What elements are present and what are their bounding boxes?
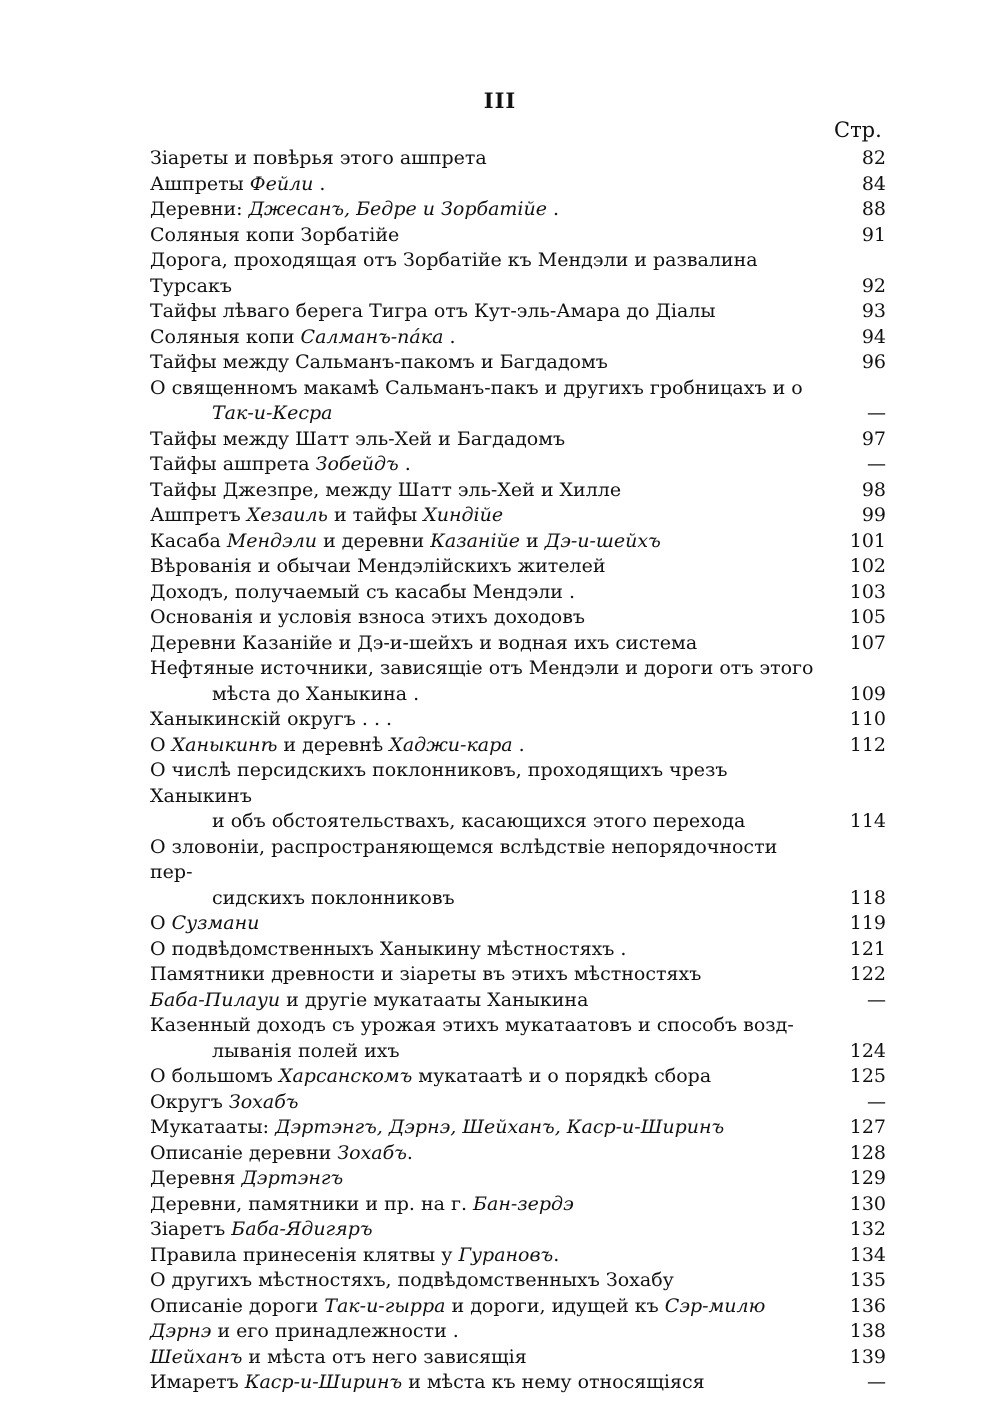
toc-entry-line [150, 581, 575, 603]
toc-entry-page: 119 [849, 912, 886, 934]
italic-name: Бан-зердэ [473, 1192, 574, 1215]
italic-name: Харсанскомъ [278, 1065, 413, 1087]
text-segment: Соляныя копи Зорбатiйе [150, 223, 400, 246]
toc-entry-page: 103 [849, 580, 886, 603]
toc-entry-title [150, 1090, 890, 1116]
text-segment: О зловонiи, распространяющемся вслѣдствiе непорядочности пер- [150, 835, 778, 883]
toc-entry [150, 1319, 890, 1345]
toc-entry-line [150, 708, 392, 730]
toc-entry-line [150, 1065, 711, 1087]
toc-entry [150, 1243, 890, 1269]
italic-name: Сузмани [171, 912, 260, 934]
toc-entry-title [150, 758, 890, 835]
toc-entry [150, 656, 890, 707]
toc-entry [150, 1115, 890, 1141]
italic-name: Фейли [249, 172, 314, 195]
toc-entry-title [150, 656, 890, 707]
toc-entry-title [150, 1370, 890, 1396]
italic-name: Салманъ-пáка [300, 325, 444, 348]
toc-entry [150, 1294, 890, 1320]
toc-entry [150, 631, 890, 657]
toc-entry-line [150, 912, 259, 934]
toc-entry [150, 325, 890, 351]
toc-entry-title [150, 325, 890, 351]
text-segment: и мѣста къ нему относящiяся [402, 1371, 705, 1393]
toc-entry-line [150, 1014, 794, 1036]
toc-entry-title [150, 1141, 890, 1167]
text-segment: О другихъ мѣстностяхъ, подвѣдомственныхъ Зохабу [150, 1269, 674, 1291]
toc-entry [150, 248, 890, 299]
toc-entry-title [150, 1243, 890, 1269]
italic-name: Сэр-милю [664, 1294, 766, 1317]
toc-entry [150, 605, 890, 631]
italic-name: Мендэли [226, 529, 318, 552]
toc-entry-line [150, 504, 503, 526]
toc-entry-line [150, 173, 325, 195]
italic-name: Баба-Пилауи [150, 988, 281, 1011]
toc-entry-line [150, 657, 813, 679]
toc-entry-page: 136 [849, 1294, 886, 1317]
toc-entry [150, 1268, 890, 1294]
toc-entry-page: 139 [849, 1345, 886, 1368]
toc-entry-line [150, 326, 456, 348]
italic-name: Хезаиль [246, 504, 328, 526]
toc-entry-page: 98 [861, 478, 886, 501]
toc-entry-line [150, 1193, 574, 1215]
toc-entry-line [150, 759, 728, 807]
toc-entry-title [150, 1115, 890, 1141]
toc-entry-title [150, 1294, 890, 1320]
toc-entry [150, 503, 890, 529]
toc-entry-line [150, 1269, 674, 1291]
toc-entry-title [150, 835, 890, 912]
toc-entry-title [150, 554, 890, 580]
text-segment: . [313, 172, 326, 195]
toc-entry-page: 93 [861, 300, 886, 322]
toc-entry-line [150, 938, 626, 960]
toc-entry-page: 97 [861, 427, 886, 450]
text-segment: Казенный доходъ съ урожая этихъ мукатаатовъ и способъ возд- [150, 1014, 794, 1036]
text-segment: О большомъ [150, 1065, 279, 1087]
toc-entry-page: 135 [849, 1269, 886, 1291]
text-segment: Ханыкинскiй округъ . . . [150, 708, 393, 730]
toc-entry-title [150, 172, 890, 198]
toc-entry-line [150, 1244, 559, 1266]
text-segment: Зiареты и повѣрья этого ашпрета [150, 147, 487, 169]
italic-name: Дэ-и-шейхъ [544, 529, 661, 552]
toc-entry-title [150, 1217, 890, 1243]
text-segment: . [406, 1141, 413, 1164]
toc-entry-line [150, 1167, 343, 1189]
text-segment: Деревни: [150, 198, 249, 220]
toc-entry-page: 110 [849, 708, 886, 730]
italic-name: Зобейдъ [315, 453, 399, 475]
toc-entry-title [150, 1268, 890, 1294]
text-segment: и другiе мукатааты Ханыкина [280, 988, 589, 1011]
toc-entry-page: 124 [849, 1039, 886, 1062]
toc-entry-line [150, 555, 606, 577]
toc-entry-line [150, 963, 701, 985]
text-segment: Нефтяные источники, зависящiе отъ Мендэли и дороги отъ этого [150, 657, 814, 679]
text-segment: Вѣрованiя и обычаи Мендэлiйскихъ жителей [150, 555, 606, 577]
toc-entry [150, 1064, 890, 1090]
text-segment: Тайфы между Сальманъ-пакомъ и Багдадомъ [150, 351, 608, 373]
toc-entry-line [150, 606, 585, 628]
text-segment: Имаретъ [150, 1371, 245, 1393]
toc-entry-page: 127 [849, 1116, 886, 1138]
toc-entry [150, 1345, 890, 1371]
toc-entry-page: 92 [861, 274, 886, 297]
italic-name: Хиндiйе [423, 504, 504, 526]
toc-entry [150, 529, 890, 555]
toc-entry-page: 107 [849, 631, 886, 654]
toc-entry [150, 733, 890, 759]
toc-entry [150, 1090, 890, 1116]
text-segment: и тайфы [327, 504, 424, 526]
toc-entry [150, 376, 890, 427]
toc-entry-line [150, 1142, 413, 1164]
toc-entry [150, 1192, 890, 1218]
toc-entry-line [150, 479, 621, 501]
toc-entry [150, 835, 890, 912]
toc-entry-title [150, 452, 890, 478]
text-segment: Зiаретъ [150, 1218, 232, 1240]
toc-entry-line [150, 632, 697, 654]
text-segment: Деревня [150, 1167, 242, 1189]
page-column-header: Стр. [834, 118, 882, 142]
text-segment: . [553, 1243, 560, 1266]
text-segment: и мѣста отъ него зависящiя [242, 1345, 527, 1368]
toc-entry-page: 138 [849, 1320, 886, 1342]
toc-entry-line [150, 1218, 373, 1240]
text-segment: Касаба [150, 529, 227, 552]
toc-entry-page: — [867, 988, 886, 1011]
text-segment: Деревни, памятники и пр. на г. [150, 1192, 474, 1215]
toc-entry-continuation [150, 1039, 818, 1065]
toc-entry [150, 172, 890, 198]
toc-entry-line [150, 734, 525, 756]
toc-entry-title [150, 478, 890, 504]
toc-entry-page: 130 [849, 1192, 886, 1215]
text-segment: сидскихъ поклонниковъ [212, 886, 455, 909]
text-segment: и объ обстоятельствахъ, касающихся этого перехода [212, 810, 746, 832]
toc-entry-title [150, 707, 890, 733]
toc-entry-title [150, 248, 890, 299]
toc-entry-page: 102 [849, 555, 886, 577]
toc-entry-line [150, 300, 716, 322]
toc-entry-line [150, 377, 803, 399]
italic-name: Ханыкинѣ [171, 733, 278, 756]
toc-entry-page: 112 [849, 733, 886, 756]
toc-entry-continuation [150, 809, 818, 835]
toc-entry [150, 1370, 890, 1396]
toc-entry-page: 105 [849, 606, 886, 628]
toc-entry-page: 84 [861, 172, 886, 195]
text-segment: Описанiе дороги [150, 1294, 325, 1317]
italic-name: Зохабъ [337, 1141, 407, 1164]
toc-entry-line [150, 1295, 765, 1317]
toc-entry-page: 88 [861, 198, 886, 220]
toc-entry-title [150, 911, 890, 937]
text-segment: Памятники древности и зiареты въ этихъ мѣстностяхъ [150, 963, 702, 985]
toc-entry-title [150, 580, 890, 606]
toc-entry [150, 223, 890, 249]
text-segment: Деревни Казанiйе и Дэ-и-шейхъ и водная ихъ система [150, 631, 698, 654]
toc-entry-page: 118 [849, 886, 886, 909]
text-segment: . [512, 733, 525, 756]
text-segment: Мукатааты: [150, 1116, 276, 1138]
italic-name: Шейханъ [150, 1345, 243, 1368]
toc-entry-title [150, 605, 890, 631]
toc-entry [150, 1141, 890, 1167]
italic-name: Дэрнэ [150, 1320, 212, 1342]
toc-entry-title [150, 1166, 890, 1192]
toc-entry [150, 146, 890, 172]
text-segment: Соляныя копи [150, 325, 301, 348]
italic-name: Гурановъ [458, 1243, 554, 1266]
toc-entry-line [150, 530, 661, 552]
text-segment: Тайфы ашпрета [150, 453, 316, 475]
text-segment: . [547, 198, 560, 220]
toc-entry-page: — [867, 453, 886, 475]
toc-entry [150, 197, 890, 223]
toc-entry-page: — [867, 1090, 886, 1113]
toc-entry-page: 132 [849, 1218, 886, 1240]
toc-entry [150, 299, 890, 325]
italic-name: Так-и-гырра [324, 1294, 446, 1317]
toc-entry-page: 121 [849, 937, 886, 960]
toc-entry [150, 988, 890, 1014]
toc-entry [150, 1166, 890, 1192]
toc-entry-line [150, 428, 565, 450]
toc-entry-page: 101 [849, 529, 886, 552]
text-segment: О [150, 733, 172, 756]
toc-entry [150, 554, 890, 580]
toc-entry [150, 580, 890, 606]
toc-entry-title [150, 937, 890, 963]
toc-entry-title [150, 1345, 890, 1371]
toc-entry-line [150, 351, 608, 373]
text-segment: Ашпреты [150, 172, 250, 195]
italic-name: Джесанъ, Бедре и Зорбатiйе [248, 198, 547, 220]
toc-entry-page: 122 [849, 963, 886, 985]
toc-entry-line [150, 989, 588, 1011]
toc-entry-page: 128 [849, 1141, 886, 1164]
toc-entry-line [150, 147, 487, 169]
text-segment: О [150, 912, 172, 934]
toc-entry [150, 911, 890, 937]
text-segment: мѣста до Ханыкина . [212, 682, 420, 705]
text-segment: и [520, 529, 545, 552]
toc-entry-title [150, 503, 890, 529]
text-segment: Описанiе деревни [150, 1141, 338, 1164]
text-segment: и деревни [317, 529, 431, 552]
toc-entry-page: 82 [861, 147, 886, 169]
text-segment: О священномъ макамѣ Сальманъ-пакъ и другихъ гробницахъ и о [150, 376, 803, 399]
toc-entry-page: — [867, 1371, 886, 1393]
italic-name: Баба-Ядигяръ [231, 1218, 373, 1240]
text-segment: Округъ [150, 1090, 229, 1113]
toc-entry-title [150, 962, 890, 988]
toc-entry-line [150, 224, 399, 246]
text-segment: О числѣ персидскихъ поклонниковъ, проходящихъ чрезъ Ханыкинъ [150, 759, 728, 807]
text-segment: . [443, 325, 456, 348]
text-segment: Основанiя и условiя взноса этихъ доходовъ [150, 606, 585, 628]
toc-entry-title [150, 1192, 890, 1218]
toc-entry-title [150, 376, 890, 427]
page-number: III [483, 88, 517, 113]
text-segment: Дорога, проходящая отъ Зорбатiйе къ Мендэли и развалина Турсакъ [150, 249, 758, 297]
toc-entry [150, 350, 890, 376]
toc-entry [150, 937, 890, 963]
toc-entry-line [150, 836, 777, 884]
toc-entry [150, 478, 890, 504]
toc-entry [150, 427, 890, 453]
toc-entry-title [150, 631, 890, 657]
toc-entry-title [150, 350, 890, 376]
toc-entry-page: 99 [861, 504, 886, 526]
italic-name: Дэртэнгъ, Дэрнэ, Шейханъ, Каср-и-Ширинъ [275, 1116, 725, 1138]
toc-entry-line [150, 1320, 459, 1342]
toc-entry-page: 114 [849, 810, 886, 832]
toc-entry-page: 109 [849, 682, 886, 705]
toc-entry-title [150, 733, 890, 759]
italic-name: Каср-и-Ширинъ [244, 1371, 403, 1393]
text-segment: Ашпретъ [150, 504, 247, 526]
toc-entry-page: 94 [861, 325, 886, 348]
toc-entry-title [150, 146, 890, 172]
toc-entry-continuation [150, 886, 818, 912]
toc-entry-continuation [150, 682, 818, 708]
text-segment: и его принадлежности . [211, 1320, 459, 1342]
text-segment: Доходъ, получаемый съ касабы Мендэли . [150, 580, 576, 603]
text-segment: лыванiя полей ихъ [212, 1039, 400, 1062]
toc-entry-title [150, 988, 890, 1014]
italic-name: Зохабъ [228, 1090, 299, 1113]
toc-entry-title [150, 197, 890, 223]
toc-entry [150, 452, 890, 478]
text-segment: мукатаатѣ и о порядкѣ сбора [412, 1065, 712, 1087]
toc-entry-title [150, 529, 890, 555]
text-segment: . [398, 453, 411, 475]
toc-entry-title [150, 1064, 890, 1090]
toc-entry [150, 758, 890, 835]
text-segment: Тайфы между Шатт эль-Хей и Багдадомъ [150, 427, 566, 450]
toc-entry-page: 125 [849, 1065, 886, 1087]
toc-entry [150, 707, 890, 733]
text-segment: и деревнѣ [277, 733, 390, 756]
italic-name: Хаджи-кара [389, 733, 513, 756]
text-segment: Тайфы лѣваго берега Тигра отъ Кут-эль-Амара до Дiалы [150, 300, 716, 322]
italic-name: Так-и-Кесра [212, 402, 333, 424]
toc-entry-line [150, 249, 758, 297]
toc-entry-line [150, 1116, 724, 1138]
toc-entry [150, 962, 890, 988]
toc-entry-line [150, 1371, 705, 1393]
toc-entry-title [150, 1013, 890, 1064]
toc-entry-title [150, 1319, 890, 1345]
toc-entry-line [150, 453, 411, 475]
text-segment: Тайфы Джезпре, между Шатт эль-Хей и Хилле [150, 478, 622, 501]
toc-entry-title [150, 427, 890, 453]
text-segment: О подвѣдомственныхъ Ханыкину мѣстностяхъ . [150, 937, 627, 960]
toc-entry-page: 91 [861, 223, 886, 246]
table-of-contents [150, 146, 890, 1396]
toc-entry-page: — [867, 402, 886, 424]
toc-entry-title [150, 299, 890, 325]
toc-entry-page: 96 [861, 351, 886, 373]
toc-entry-line [150, 1091, 298, 1113]
toc-entry-page: 134 [849, 1243, 886, 1266]
toc-entry-line [150, 198, 559, 220]
italic-name: Казанiйе [430, 529, 520, 552]
text-segment: Правила принесенiя клятвы у [150, 1243, 459, 1266]
toc-entry-title [150, 223, 890, 249]
italic-name: Дэртэнгъ [241, 1167, 344, 1189]
toc-entry [150, 1217, 890, 1243]
toc-entry-continuation [150, 401, 818, 427]
toc-entry [150, 1013, 890, 1064]
text-segment: и дороги, идущей къ [445, 1294, 665, 1317]
toc-entry-page: 129 [849, 1167, 886, 1189]
toc-entry-line [150, 1346, 527, 1368]
